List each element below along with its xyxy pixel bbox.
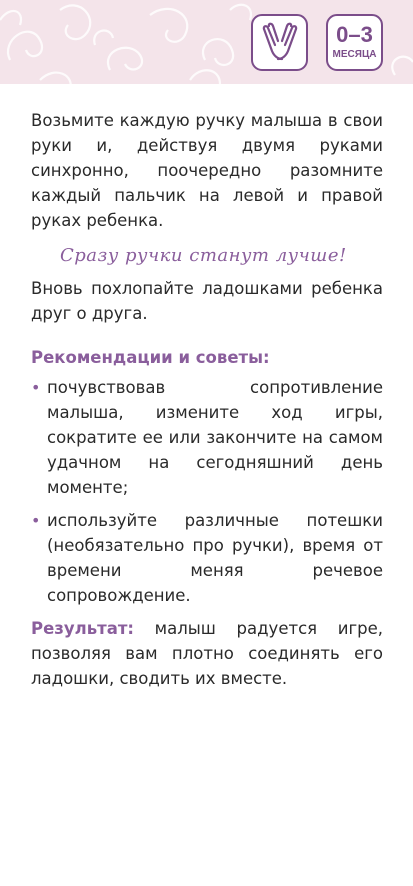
bullet-icon: • bbox=[31, 378, 41, 397]
recommendations-heading: Рекомендации и советы: bbox=[31, 348, 270, 367]
result-paragraph bbox=[31, 616, 383, 691]
instruction-paragraph-2: Вновь похлопайте ладошками ребенка друг о друга. bbox=[31, 279, 383, 323]
result-text: малыш радуется игре, позволяя вам плотно соединять его ладошки, сводить их вместе. bbox=[31, 619, 383, 688]
tip-text: используйте различные потешки (необязательно про ручки), время от времени меняя речевое сопровождение. bbox=[47, 511, 383, 605]
instruction-paragraph-1: Возьмите каждую ручку малыша в свои руки и, действуя двумя руками синхронно, поочередно разомните каждый пальчик на левой и правой руках ребенка. bbox=[31, 111, 383, 230]
result-label: Результат: bbox=[31, 619, 135, 638]
main-content bbox=[31, 108, 383, 691]
tip-text: почувствовав сопротивление малыша, измените ход игры, сократите ее или закончите на самом удачном на сегодняшний день моменте; bbox=[47, 378, 383, 497]
bullet-icon: • bbox=[31, 511, 41, 530]
hands-badge bbox=[251, 14, 308, 71]
header-banner bbox=[0, 0, 413, 84]
age-number: 0–3 bbox=[336, 22, 373, 47]
list-item bbox=[31, 375, 383, 500]
age-unit: МЕСЯЦА bbox=[332, 49, 377, 60]
age-badge bbox=[326, 14, 383, 71]
hands-icon bbox=[258, 21, 302, 65]
tips-list bbox=[31, 375, 383, 608]
list-item bbox=[31, 508, 383, 608]
tagline: Сразу ручки станут лучше! bbox=[60, 245, 347, 266]
